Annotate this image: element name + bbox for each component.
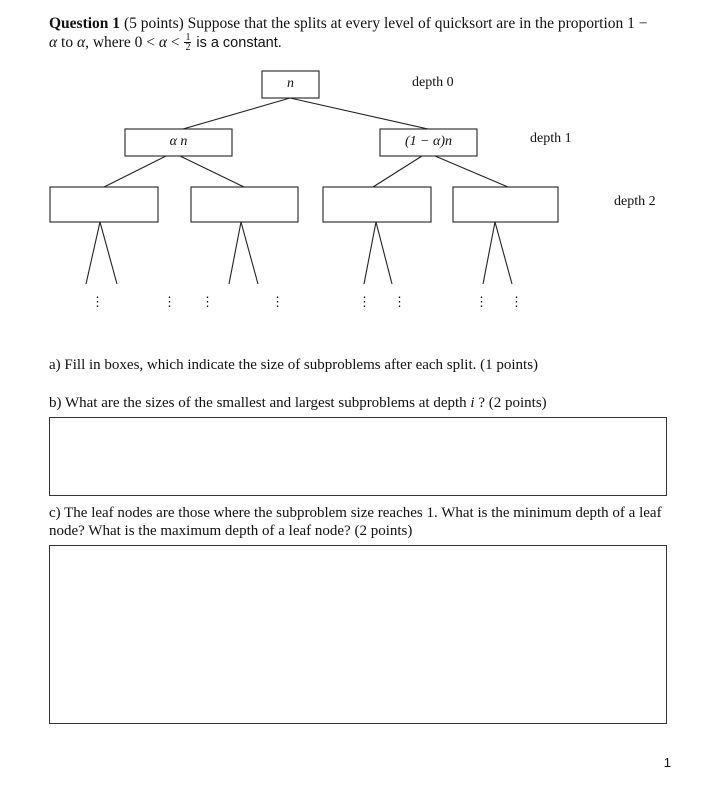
ellipsis: ⋮	[475, 294, 488, 309]
depth-variable: i	[470, 395, 475, 411]
ellipsis: ⋮	[163, 294, 176, 309]
fan-1-right	[100, 222, 117, 284]
fan-1-left	[86, 222, 100, 284]
alpha-symbol: α	[158, 34, 167, 51]
fan-2-right	[241, 222, 258, 284]
question-number: Question 1	[49, 15, 121, 32]
fan-3-right	[376, 222, 392, 284]
part-c-text: c) The leaf nodes are those where the subproblem size reaches 1. What is the minimum depth of a leaf node? What is the maximum depth of a leaf node? (2 points)	[49, 505, 662, 539]
depth2-box-1	[50, 187, 158, 222]
question-points: (5 points)	[123, 15, 184, 32]
edge-right-left	[373, 156, 422, 187]
fan-3-left	[364, 222, 376, 284]
edge-left-left	[104, 156, 166, 187]
fan-2-left	[229, 222, 241, 284]
ellipsis: ⋮	[510, 294, 523, 309]
part-b-suffix: ? (2 points)	[474, 395, 547, 411]
part-c-answer-box[interactable]	[49, 545, 667, 724]
left-child-label: α n	[169, 134, 188, 149]
edge-left-right	[180, 156, 244, 187]
part-a-text: a) Fill in boxes, which indicate the size of subproblems after each split. (1 points)	[49, 357, 539, 373]
question-text-4: <	[166, 34, 184, 51]
question-text-5: is a constant.	[196, 35, 282, 51]
ellipsis: ⋮	[91, 294, 104, 309]
page-number: 1	[663, 755, 671, 770]
part-b-answer-box[interactable]	[49, 417, 667, 496]
fan-4-left	[483, 222, 495, 284]
one-half-fraction: $\frac{1}{2}$	[185, 31, 191, 53]
question-text-1: Suppose that the splits at every level of quicksort are in the proportion 1 −	[187, 15, 648, 32]
ellipsis: ⋮	[393, 294, 406, 309]
depth2-box-2	[191, 187, 298, 222]
alpha-symbol: α	[49, 34, 58, 51]
ellipsis: ⋮	[201, 294, 214, 309]
fan-4-right	[495, 222, 512, 284]
depth2-box-3	[323, 187, 431, 222]
question-text-2: to	[57, 34, 77, 51]
question-text-3: , where 0 <	[85, 34, 159, 51]
depth2-box-4	[453, 187, 558, 222]
part-b-prefix: b) What are the sizes of the smallest and largest subproblems at depth	[49, 395, 471, 411]
right-child-label: (1 − α)n	[404, 134, 453, 149]
depth-1-label: depth 1	[530, 131, 572, 146]
edge-root-left	[183, 98, 290, 129]
ellipsis: ⋮	[358, 294, 371, 309]
ellipsis: ⋮	[271, 294, 284, 309]
depth-0-label: depth 0	[412, 75, 454, 90]
alpha-symbol: α	[76, 34, 86, 51]
edge-right-right	[435, 156, 508, 187]
part-b-text	[49, 394, 674, 412]
edge-root-right	[290, 98, 428, 129]
root-node-label: n	[287, 76, 294, 91]
depth-2-label: depth 2	[614, 194, 656, 209]
